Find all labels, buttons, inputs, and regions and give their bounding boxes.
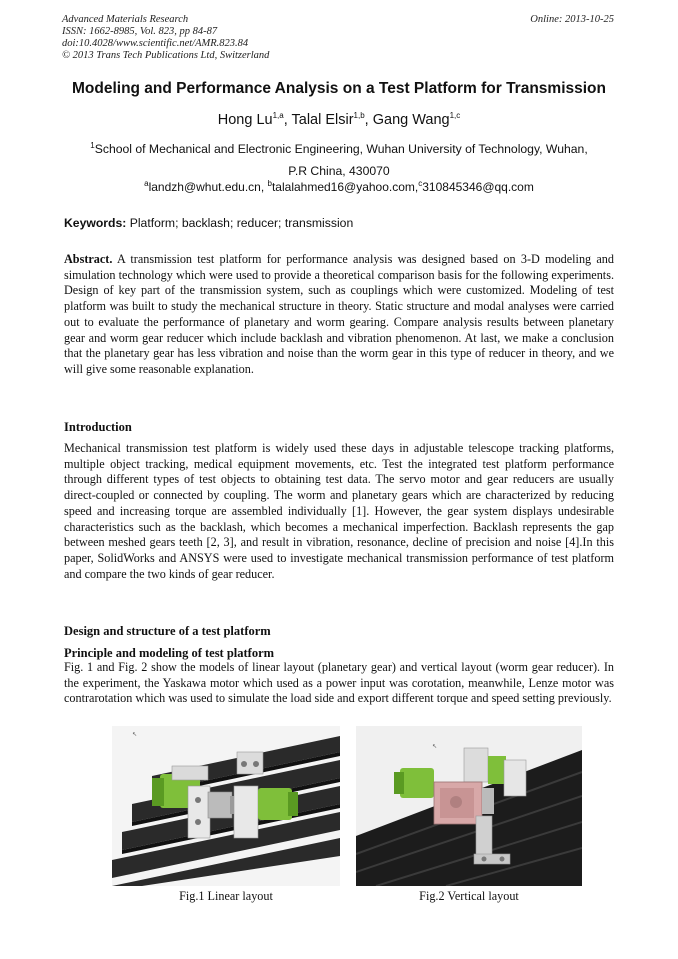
abstract-label: Abstract.: [64, 252, 113, 266]
author-emails: [0, 180, 678, 194]
keywords-label: Keywords:: [64, 216, 127, 230]
linear-layout-render: [112, 726, 340, 886]
keywords: [64, 216, 353, 230]
affil-line-1: School of Mechanical and Electronic Engineering, Wuhan University of Technology, Wuhan,: [94, 142, 588, 156]
email-sup: a: [144, 179, 149, 188]
email-sup: b: [267, 179, 272, 188]
author-name: Hong Lu: [217, 112, 273, 128]
journal-issn: ISSN: 1662-8985, Vol. 823, pp 84-87: [62, 26, 218, 37]
affil-line-2: P.R China, 430070: [288, 164, 390, 178]
author-name: Talal Elsir: [291, 112, 354, 128]
svg-text:↖: ↖: [432, 743, 438, 750]
author-affil-sup: 1,b: [353, 111, 365, 121]
section-heading-design: Design and structure of a test platform: [64, 624, 271, 638]
author-affil-sup: 1,c: [449, 111, 461, 121]
figure-caption-2: Fig.2 Vertical layout: [419, 889, 519, 903]
design-text: Fig. 1 and Fig. 2 show the models of linear layout (planetary gear) and vertical layout (worm gear reducer). In the experiment, the Yaskawa motor which used as a power input was corotation, meanwhile, Lenze motor was contrarotation which was used to simulate the load side and export different torque and speed setting previously.: [64, 660, 614, 706]
journal-header: [62, 14, 269, 62]
email-link: talalahmed16@yahoo.com,: [271, 180, 419, 194]
subsection-heading-principle: Principle and modeling of test platform: [64, 646, 275, 660]
journal-doi: doi:10.4028/www.scientific.net/AMR.823.84: [62, 38, 249, 49]
email-link: 310845346@qq.com: [422, 180, 534, 194]
author-name: Gang Wang: [372, 112, 450, 128]
figure-linear-layout: [112, 726, 340, 886]
affiliation: [70, 138, 608, 182]
keywords-text: Platform; backlash; reducer; transmission: [126, 216, 354, 230]
email-link: landzh@whut.edu.cn,: [148, 180, 268, 194]
paper-title: Modeling and Performance Analysis on a Test Platform for Transmission: [71, 80, 606, 97]
introduction-text: Mechanical transmission test platform is widely used these days in adjustable telescope tracking platforms, multiple object tracking, medical equipment movements, etc. Test the integrated test platform performance through different types of test objects to obtaining test data. The servo motor and gear reducers are usually direct-coupled or connected by coupling. The worm and planetary gears which are characterized by reducing speed and increasing torque are assembled individually [1]. However, the gear system displays undesirable characteristics such as the backlash, which becomes a mechanical imperfection. Backlash represents the gap between meshed gears teeth [2, 3], and result in vibration, resonance, decline of precision and noise [4].In this paper, SolidWorks and ANSYS were used to investigate mechanical transmission performance of test platform and compare the two kinds of gear reducer.: [64, 441, 614, 581]
email-sup: c: [418, 179, 423, 188]
journal-copyright: © 2013 Trans Tech Publications Ltd, Switzerland: [62, 50, 270, 61]
abstract: [64, 252, 614, 378]
online-date: Online: 2013-10-25: [530, 14, 614, 25]
author-list: Hong Lu$^{1,a}$, Talal Elsir$^{1,b}$, Gang Wang$^{1,c}$: [217, 111, 461, 128]
svg-text:↖: ↖: [132, 731, 138, 738]
affil-sup: 1: [90, 140, 95, 150]
abstract-text: A transmission test platform for performance analysis was designed based on 3-D modeling and simulation technology which were used to provide a theoretical comparison basis for the following experiments. Design of key part of the transmission system, such as couplings which were customized. Modeling of test platform was built to study the mechanical structure in theory. Static structure and modal analyses were carried out to evaluate the performance of planetary and worm gearing. Compare analysis results between planetary gear and worm gear reducer which include backlash and vibration phenomenon. At last, we make a conclusion that the planetary gear has less vibration and noise than the worm gear in this type of reducer in theory, and we will give some reasonable explanation.: [64, 252, 614, 376]
section-heading-introduction: Introduction: [64, 420, 132, 434]
figure-caption-1: Fig.1 Linear layout: [179, 889, 273, 903]
author-affil-sup: 1,a: [272, 111, 284, 121]
figure-vertical-layout: [356, 726, 582, 886]
vertical-layout-render: [356, 726, 582, 886]
journal-name: Advanced Materials Research: [62, 14, 189, 25]
